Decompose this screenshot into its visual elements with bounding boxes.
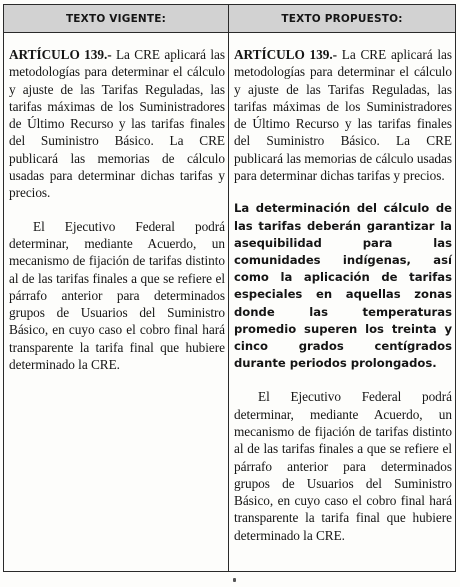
proposed-text-header: TEXTO PROPUESTO: xyxy=(229,5,456,33)
proposed-article-body: La CRE aplicará las metodologías para determinar el cálculo y ajuste de las Tarifas Reguladas, las tarifas máximas de los Suministradores de Último Recurso y las tarifas finales del Suministro Básico. La CRE publicará las memorias de cálculo usadas para determinar dichas tarifas y precios. xyxy=(234,47,452,184)
content-row xyxy=(4,33,456,572)
current-text-column xyxy=(4,33,229,572)
proposed-text-column xyxy=(229,33,456,572)
proposed-article-heading: ARTÍCULO 139.- xyxy=(234,47,338,62)
current-article-heading: ARTÍCULO 139.- xyxy=(9,47,112,62)
proposed-article-paragraph xyxy=(234,46,452,184)
proposed-added-paragraph: La determinación del cálculo de las tarifas deberán garantizar la asequibilidad para las comunidades indígenas, así como la aplicación de tarifas especiales en aquellas zonas donde las temperaturas promedio superen los treinta y cinco grados centígrados durante periodos prolongados. xyxy=(234,201,452,371)
comparison-table xyxy=(3,4,456,572)
current-second-paragraph: El Ejecutivo Federal podrá determinar, mediante Acuerdo, un mecanismo de fijación de tarifas distinto al de las tarifas finales a que se refiere el párrafo anterior para determinados grupos de Usuarios del Suministro Básico, en cuyo caso el cobro final hará transparente la tarifa final que hubiere determinado la CRE. xyxy=(9,218,225,373)
page-footer-mark xyxy=(233,578,236,582)
current-text-header: TEXTO VIGENTE: xyxy=(4,5,229,33)
header-row xyxy=(4,5,456,33)
proposed-second-paragraph: El Ejecutivo Federal podrá determinar, mediante Acuerdo, un mecanismo de fijación de tarifas distinto al de las tarifas finales a que se refiere el párrafo anterior para determinados grupos de Usuarios del Suministro Básico, en cuyo caso el cobro final hará transparente la tarifa final que hubiere determinado la CRE. xyxy=(234,389,452,543)
current-article-body: La CRE aplicará las metodologías para determinar el cálculo y ajuste de las Tarifas Reguladas, las tarifas máximas de los Suministradores de Último Recurso y las tarifas finales del Suministro Básico. La CRE publicará las memorias de cálculo usadas para determinar dichas tarifas y precios. xyxy=(9,47,225,201)
current-article-paragraph xyxy=(9,46,225,202)
